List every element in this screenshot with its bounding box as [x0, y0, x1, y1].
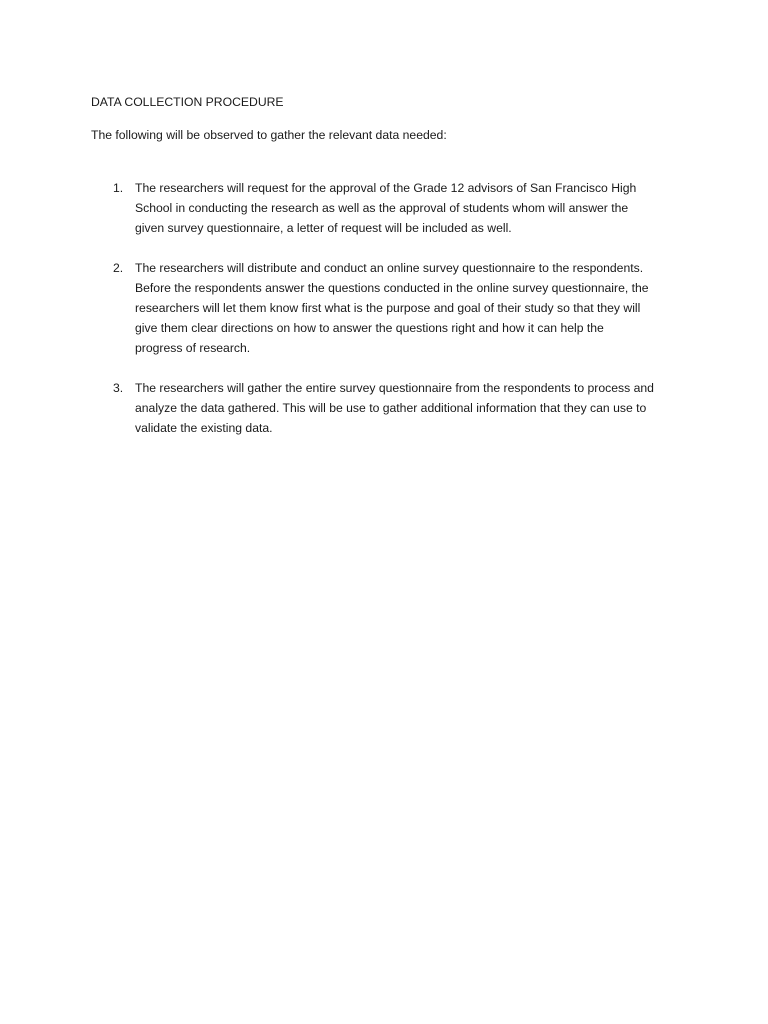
section-heading: DATA COLLECTION PROCEDURE — [91, 95, 284, 109]
text-line: The researchers will request for the approval of the Grade 12 advisors of San Francisco High — [135, 181, 637, 195]
text-line: given survey questionnaire, a letter of request will be included as well. — [135, 221, 512, 235]
text-line: progress of research. — [135, 341, 251, 355]
text-line: Before the respondents answer the questions conducted in the online survey questionnaire, the — [135, 281, 649, 295]
text-line: The researchers will gather the entire survey questionnaire from the respondents to process and — [135, 381, 654, 395]
list-item-number: 2. — [113, 261, 124, 275]
text-line: give them clear directions on how to answer the questions right and how it can help the — [135, 321, 604, 335]
text-line: researchers will let them know first what is the purpose and goal of their study so that they will — [135, 301, 641, 315]
list-item-number: 1. — [113, 181, 124, 195]
intro-paragraph: The following will be observed to gather the relevant data needed: — [91, 128, 447, 142]
list-item-text — [135, 378, 695, 438]
list-item-text — [135, 178, 695, 238]
list-item-number: 3. — [113, 381, 124, 395]
text-line: analyze the data gathered. This will be use to gather additional information that they can use to — [135, 401, 647, 415]
list-item-text — [135, 258, 695, 358]
text-line: The researchers will distribute and conduct an online survey questionnaire to the respondents. — [135, 261, 644, 275]
text-line: validate the existing data. — [135, 421, 273, 435]
text-line: School in conducting the research as well as the approval of students whom will answer the — [135, 201, 629, 215]
